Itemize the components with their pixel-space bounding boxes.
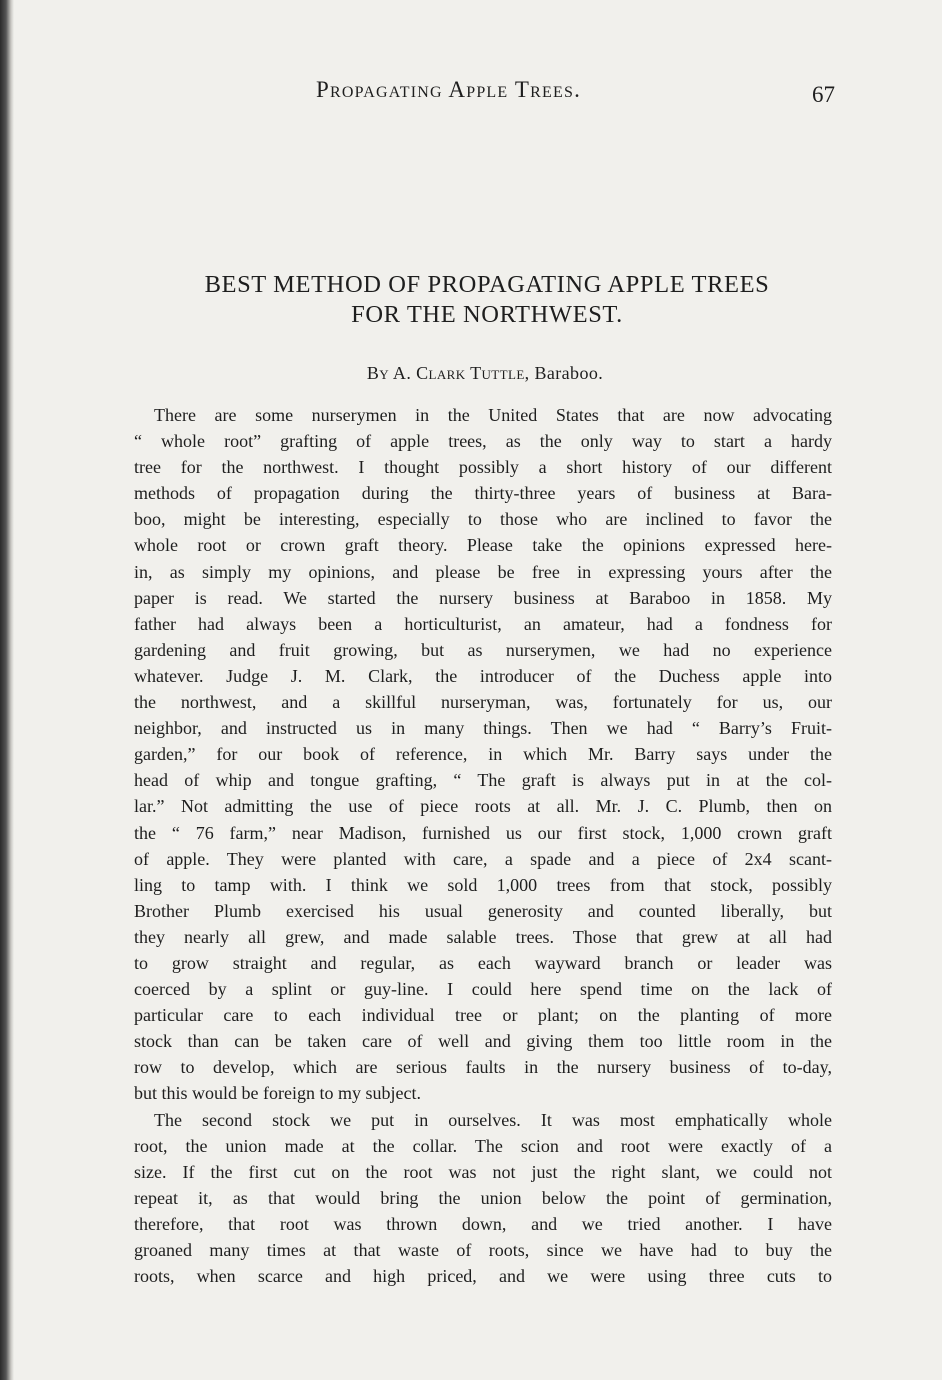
text-line: repeat it, as that would bring the union below the point of germination, bbox=[134, 1187, 832, 1208]
article-title-line-2: FOR THE NORTHWEST. bbox=[351, 301, 623, 328]
text-line: but this would be foreign to my subject. bbox=[134, 1083, 421, 1104]
text-line: groaned many times at that waste of roots, since we have had to buy the bbox=[134, 1240, 832, 1260]
text-line: whatever. Judge J. M. Clark, the introducer of the Duchess apple into bbox=[134, 665, 832, 686]
paragraph-1 bbox=[134, 402, 832, 1107]
text-line: roots, when scarce and high priced, and we were using three cuts to bbox=[134, 1266, 832, 1287]
text-line: the northwest, and a skillful nurseryman, was, fortunately for us, our bbox=[134, 692, 832, 713]
text-line: therefore, that root was thrown down, and we tried another. I have bbox=[134, 1213, 832, 1234]
text-line: of apple. They were planted with care, a spade and a piece of 2x4 scant- bbox=[134, 848, 832, 869]
text-line: boo, might be interesting, especially to those who are inclined to favor the bbox=[134, 509, 832, 530]
text-line: “ whole root” grafting of apple trees, as the only way to start a hardy bbox=[134, 431, 832, 452]
article-title bbox=[100, 270, 874, 330]
text-line: methods of propagation during the thirty-three years of business at Bara- bbox=[134, 483, 832, 504]
text-line: they nearly all grew, and made salable trees. Those that grew at all had bbox=[134, 926, 832, 947]
book-binding-edge bbox=[0, 0, 14, 1380]
byline-prefix: By A. bbox=[366, 363, 417, 383]
text-line: paper is read. We started the nursery business at Baraboo in 1858. My bbox=[134, 587, 832, 608]
text-line: gardening and fruit growing, but as nurserymen, we had no experience bbox=[134, 639, 832, 660]
text-line: coerced by a splint or guy-line. I could here spend time on the lack of bbox=[134, 979, 832, 1000]
text-line: row to develop, which are serious faults in the nursery business of to-day, bbox=[134, 1057, 832, 1078]
text-line: stock than can be taken care of well and giving them too little room in the bbox=[134, 1031, 832, 1052]
byline-place: , Baraboo. bbox=[524, 363, 604, 383]
text-line: head of whip and tongue grafting, “ The graft is always put in at the col- bbox=[134, 770, 832, 791]
text-line: to grow straight and regular, as each wayward branch or leader was bbox=[134, 952, 832, 973]
text-line: neighbor, and instructed us in many things. Then we had “ Barry’s Fruit- bbox=[134, 718, 832, 739]
byline bbox=[100, 363, 870, 384]
text-line: particular care to each individual tree or plant; on the planting of more bbox=[134, 1005, 832, 1026]
text-line: The second stock we put in ourselves. It was most emphatically whole bbox=[154, 1109, 832, 1130]
article-title-line-1: BEST METHOD OF PROPAGATING APPLE TREES bbox=[204, 271, 770, 298]
text-line: ling to tamp with. I think we sold 1,000 trees from that stock, possibly bbox=[134, 874, 832, 895]
running-head: Propagating Apple Trees. bbox=[316, 77, 582, 102]
byline-author: Clark Tuttle bbox=[416, 363, 525, 383]
text-line: in, as simply my opinions, and please be free in expressing yours after the bbox=[134, 561, 832, 582]
text-line: There are some nurserymen in the United States that are now advocating bbox=[154, 405, 832, 425]
text-line: root, the union made at the collar. The scion and root were exactly of a bbox=[134, 1135, 832, 1156]
text-line: the “ 76 farm,” near Madison, furnished us our first stock, 1,000 crown graft bbox=[134, 822, 832, 843]
page-number: 67 bbox=[812, 82, 835, 107]
text-line: lar.” Not admitting the use of piece roots at all. Mr. J. C. Plumb, then on bbox=[134, 796, 832, 817]
text-line: garden,” for our book of reference, in which Mr. Barry says under the bbox=[134, 744, 832, 765]
text-line: tree for the northwest. I thought possibly a short history of our different bbox=[134, 457, 832, 478]
paragraph-2 bbox=[134, 1107, 832, 1290]
text-line: father had always been a horticulturist, an amateur, had a fondness for bbox=[134, 613, 832, 634]
text-line: whole root or crown graft theory. Please take the opinions expressed here- bbox=[134, 535, 832, 556]
article-body bbox=[134, 402, 832, 1289]
text-line: size. If the first cut on the root was not just the right slant, we could not bbox=[134, 1161, 832, 1182]
text-line: Brother Plumb exercised his usual generosity and counted liberally, but bbox=[134, 900, 832, 921]
